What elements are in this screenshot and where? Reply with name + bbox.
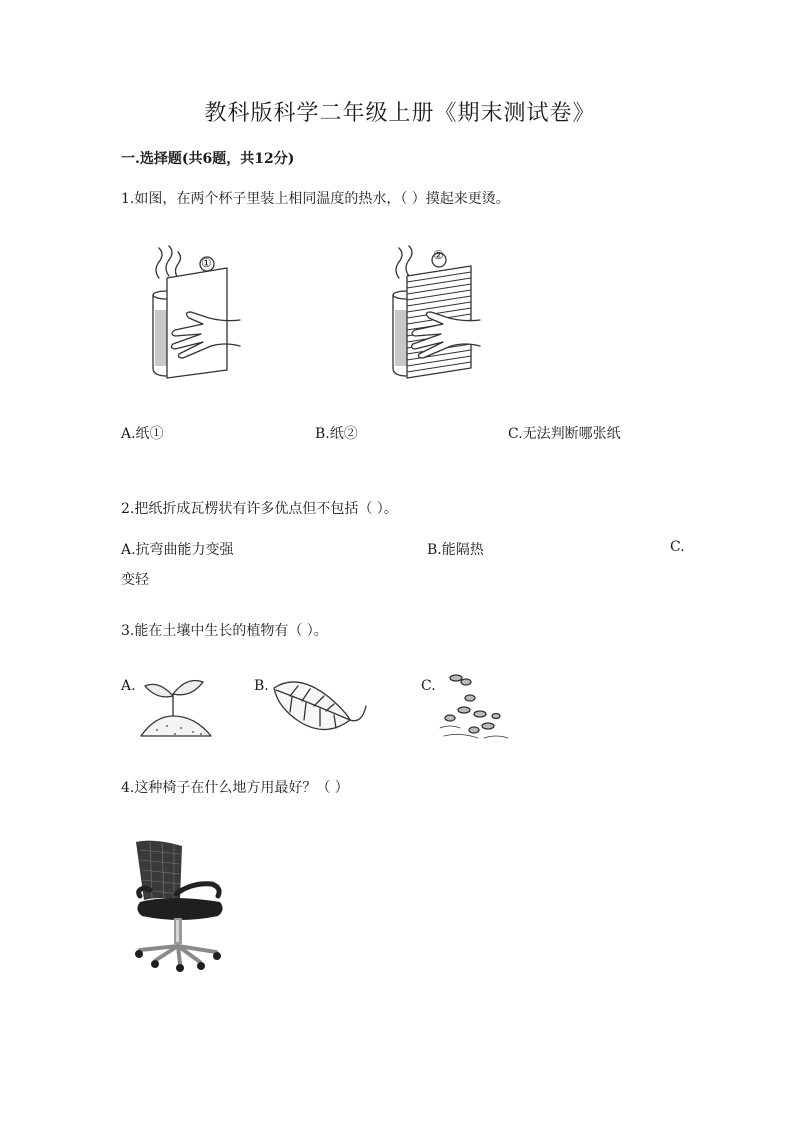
q2-option-b[interactable]: B.能隔热 (427, 542, 484, 558)
section-heading: 一.选择题(共6题，共12分) (121, 151, 295, 167)
figure-label-2: ② (433, 248, 444, 262)
figure-cup-corrugated-paper (385, 250, 485, 385)
q2-option-c[interactable]: C. (670, 539, 685, 555)
question-3-text: 3.能在土壤中生长的植物有（ ）。 (121, 623, 328, 639)
fallen-leaf-image (268, 676, 372, 742)
q2-option-a[interactable]: A.抗弯曲能力变强 (121, 542, 234, 558)
office-chair-image (130, 838, 230, 974)
question-2-text: 2.把纸折成瓦楞状有许多优点但不包括（ ）。 (121, 501, 398, 517)
q2-option-c-text: 变轻 (121, 572, 149, 588)
q3-option-a[interactable]: A. (121, 678, 136, 694)
floating-duckweed-image (434, 668, 514, 744)
figure-cup-flat-paper (145, 250, 245, 385)
page-title: 教科版科学二年级上册《期末测试卷》 (204, 101, 596, 126)
q3-option-c[interactable]: C. (421, 678, 436, 694)
question-4-text: 4.这种椅子在什么地方用最好？（ ） (121, 780, 349, 796)
q3-option-b[interactable]: B. (254, 678, 269, 694)
figure-label-1: ① (201, 256, 212, 270)
seedling-in-soil-image (137, 672, 217, 744)
q1-option-b[interactable]: B.纸② (315, 426, 358, 442)
q1-option-c[interactable]: C.无法判断哪张纸 (508, 426, 621, 442)
question-1-text: 1.如图，在两个杯子里装上相同温度的热水，（ ）摸起来更烫。 (121, 191, 510, 207)
q1-option-a[interactable]: A.纸① (121, 426, 164, 442)
